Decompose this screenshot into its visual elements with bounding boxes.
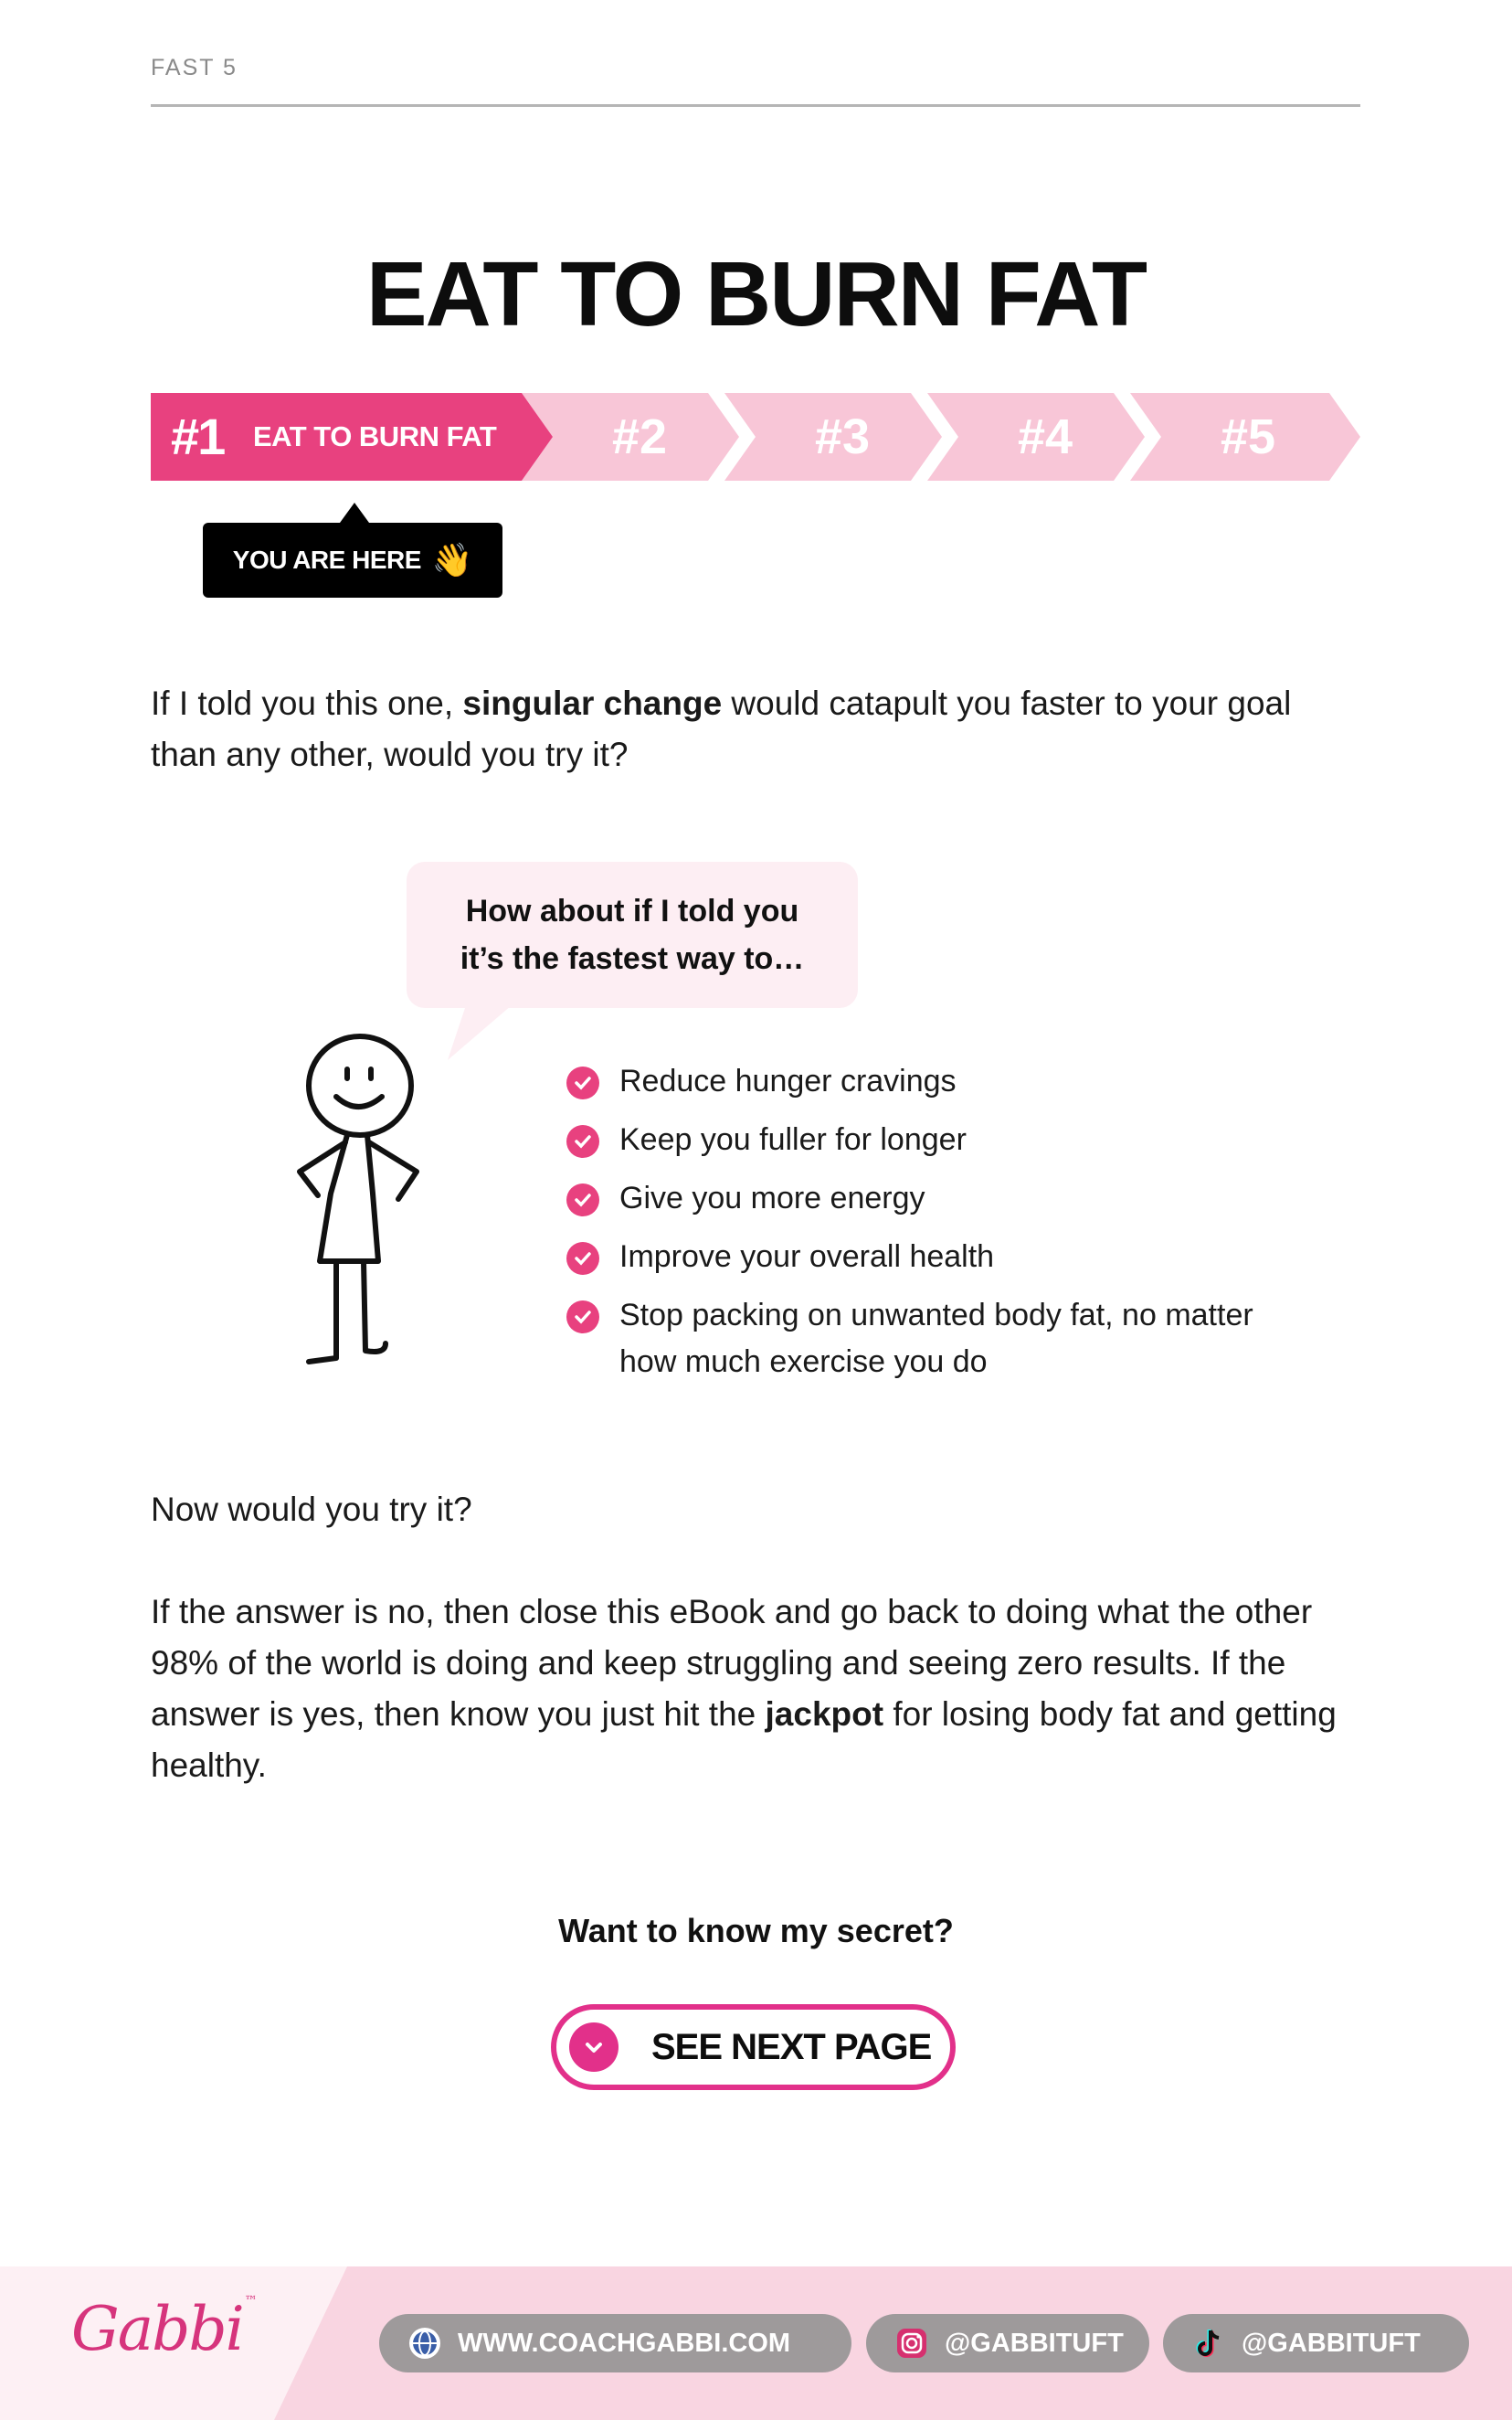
benefit-text: Stop packing on unwanted body fat, no matter how much exercise you do: [619, 1298, 1253, 1379]
benefit-text: Reduce hunger cravings: [619, 1064, 957, 1099]
answer-text-start: If the answer is no, then close this eBook and go back to doing what the other 98% of the world is doing and keep struggling and seeing zero results. If the answer is yes, then know you just hit the: [151, 1593, 1313, 1733]
see-next-page-button[interactable]: [551, 2004, 956, 2090]
step-1-label: EAT TO BURN FAT: [253, 420, 497, 452]
question-paragraph: Now would you try it?: [151, 1491, 472, 1528]
page-title: EAT TO BURN FAT: [365, 243, 1147, 345]
step-4-number: #4: [1017, 409, 1073, 464]
benefit-text: Improve your overall health: [619, 1239, 995, 1274]
you-are-here-label: YOU ARE HERE: [232, 546, 421, 574]
running-header: FAST 5: [151, 55, 238, 80]
tiktok-handle: @GABBITUFT: [1242, 2328, 1421, 2358]
brand-trademark: ™: [244, 2294, 256, 2309]
list-item: [566, 1175, 1316, 1222]
you-are-here-badge: [203, 523, 502, 598]
brand-logo: [71, 2294, 256, 2364]
intro-text-start: If I told you this one,: [151, 685, 463, 722]
answer-paragraph: [151, 1587, 1366, 1791]
check-icon: [566, 1183, 599, 1216]
speech-bubble-tail: [448, 1005, 512, 1060]
intro-bold-text: singular change: [462, 685, 723, 722]
intro-text-end: would catapult you faster to your goal than any other, would you try it?: [151, 685, 1292, 773]
benefit-text: Keep you fuller for longer: [619, 1122, 967, 1157]
progress-steps: [151, 393, 1360, 481]
brand-name: Gabbi: [71, 2294, 243, 2364]
instagram-icon: [893, 2325, 930, 2362]
list-item: [566, 1292, 1316, 1385]
header-divider: [151, 104, 1360, 107]
check-icon: [566, 1242, 599, 1275]
step-5-number: #5: [1220, 409, 1276, 464]
instagram-link[interactable]: [866, 2314, 1149, 2372]
step-2-number: #2: [611, 409, 668, 464]
secret-question: Want to know my secret?: [558, 1912, 954, 1949]
bubble-line-1: How about if I told you: [465, 894, 799, 929]
list-item: [566, 1117, 1316, 1163]
intro-paragraph: [151, 678, 1366, 780]
instagram-handle: @GABBITUFT: [945, 2328, 1124, 2358]
chevron-down-icon: [569, 2022, 619, 2072]
list-item: [566, 1234, 1316, 1280]
benefits-list: [566, 1058, 1316, 1397]
check-icon: [566, 1300, 599, 1333]
stick-figure-illustration: [283, 1033, 429, 1371]
answer-bold-text: jackpot: [765, 1695, 884, 1733]
speech-bubble: [407, 862, 858, 1008]
see-next-page-label: SEE NEXT PAGE: [651, 2027, 932, 2067]
check-icon: [566, 1125, 599, 1158]
website-label: WWW.COACHGABBI.COM: [458, 2328, 791, 2358]
footer: [0, 2266, 1512, 2420]
check-icon: [566, 1067, 599, 1099]
answer-text-end: for losing body fat and getting healthy.: [151, 1695, 1337, 1784]
list-item: [566, 1058, 1316, 1105]
step-3-number: #3: [814, 409, 871, 464]
globe-icon: [407, 2325, 443, 2362]
waving-hand-icon: 👋: [431, 541, 473, 578]
benefit-text: Give you more energy: [619, 1181, 925, 1215]
tiktok-link[interactable]: [1163, 2314, 1469, 2372]
step-1-number: #1: [171, 408, 225, 465]
bubble-line-2: it’s the fastest way to…: [460, 941, 805, 976]
tiktok-icon: [1190, 2325, 1227, 2362]
website-link[interactable]: [379, 2314, 851, 2372]
